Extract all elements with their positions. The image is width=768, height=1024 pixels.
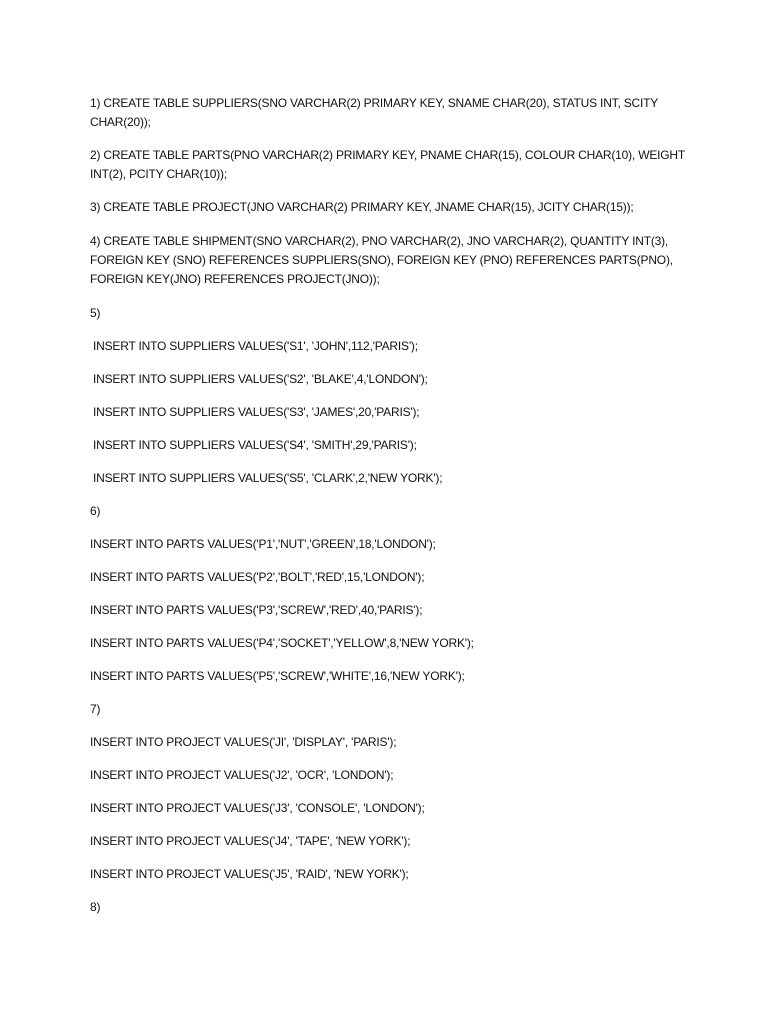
insert-part-p2: INSERT INTO PARTS VALUES('P2','BOLT','RED',15,'LONDON');: [90, 570, 425, 584]
insert-supplier-s1: INSERT INTO SUPPLIERS VALUES('S1', 'JOHN',112,'PARIS');: [93, 339, 418, 353]
insert-supplier-s3: INSERT INTO SUPPLIERS VALUES('S3', 'JAMES',20,'PARIS');: [93, 405, 420, 419]
insert-part-p3: INSERT INTO PARTS VALUES('P3','SCREW','RED',40,'PARIS');: [90, 603, 423, 617]
create-shipment-statement: 4) CREATE TABLE SHIPMENT(SNO VARCHAR(2), PNO VARCHAR(2), JNO VARCHAR(2), QUANTITY INT(3), FOREIGN KEY (SNO) REFERENCES SUPPLIERS(SNO), FOREIGN KEY (PNO) REFERENCES PARTS(PNO), FOREIGN KEY(JNO) REFERENCES PROJECT(JNO));: [90, 234, 673, 286]
insert-project-j4: INSERT INTO PROJECT VALUES('J4', 'TAPE', 'NEW YORK');: [90, 834, 411, 848]
section-7-label: 7): [90, 702, 101, 716]
insert-project-j1: INSERT INTO PROJECT VALUES('JI', 'DISPLAY', 'PARIS');: [90, 735, 397, 749]
insert-project-j5: INSERT INTO PROJECT VALUES('J5', 'RAID', 'NEW YORK');: [90, 867, 409, 881]
insert-supplier-s2: INSERT INTO SUPPLIERS VALUES('S2', 'BLAKE',4,'LONDON');: [93, 372, 428, 386]
insert-part-p5: INSERT INTO PARTS VALUES('P5','SCREW','WHITE',16,'NEW YORK');: [90, 669, 465, 683]
insert-supplier-s4: INSERT INTO SUPPLIERS VALUES('S4', 'SMITH',29,'PARIS');: [93, 438, 417, 452]
section-8-label: 8): [90, 900, 101, 914]
section-6-label: 6): [90, 504, 101, 518]
insert-project-j3: INSERT INTO PROJECT VALUES('J3', 'CONSOLE', 'LONDON');: [90, 801, 425, 815]
create-suppliers-statement: 1) CREATE TABLE SUPPLIERS(SNO VARCHAR(2) PRIMARY KEY, SNAME CHAR(20), STATUS INT, SCITY CHAR(20));: [90, 96, 658, 129]
create-parts-statement: 2) CREATE TABLE PARTS(PNO VARCHAR(2) PRIMARY KEY, PNAME CHAR(15), COLOUR CHAR(10), WEIGHT INT(2), PCITY CHAR(10));: [90, 148, 685, 181]
insert-project-j2: INSERT INTO PROJECT VALUES('J2', 'OCR', 'LONDON');: [90, 768, 394, 782]
create-project-statement: 3) CREATE TABLE PROJECT(JNO VARCHAR(2) PRIMARY KEY, JNAME CHAR(15), JCITY CHAR(15));: [90, 200, 634, 214]
section-5-label: 5): [90, 306, 101, 320]
insert-supplier-s5: INSERT INTO SUPPLIERS VALUES('S5', 'CLARK',2,'NEW YORK');: [93, 471, 443, 485]
insert-part-p4: INSERT INTO PARTS VALUES('P4','SOCKET','YELLOW',8,'NEW YORK');: [90, 636, 474, 650]
insert-part-p1: INSERT INTO PARTS VALUES('P1','NUT','GREEN',18,'LONDON');: [90, 537, 436, 551]
